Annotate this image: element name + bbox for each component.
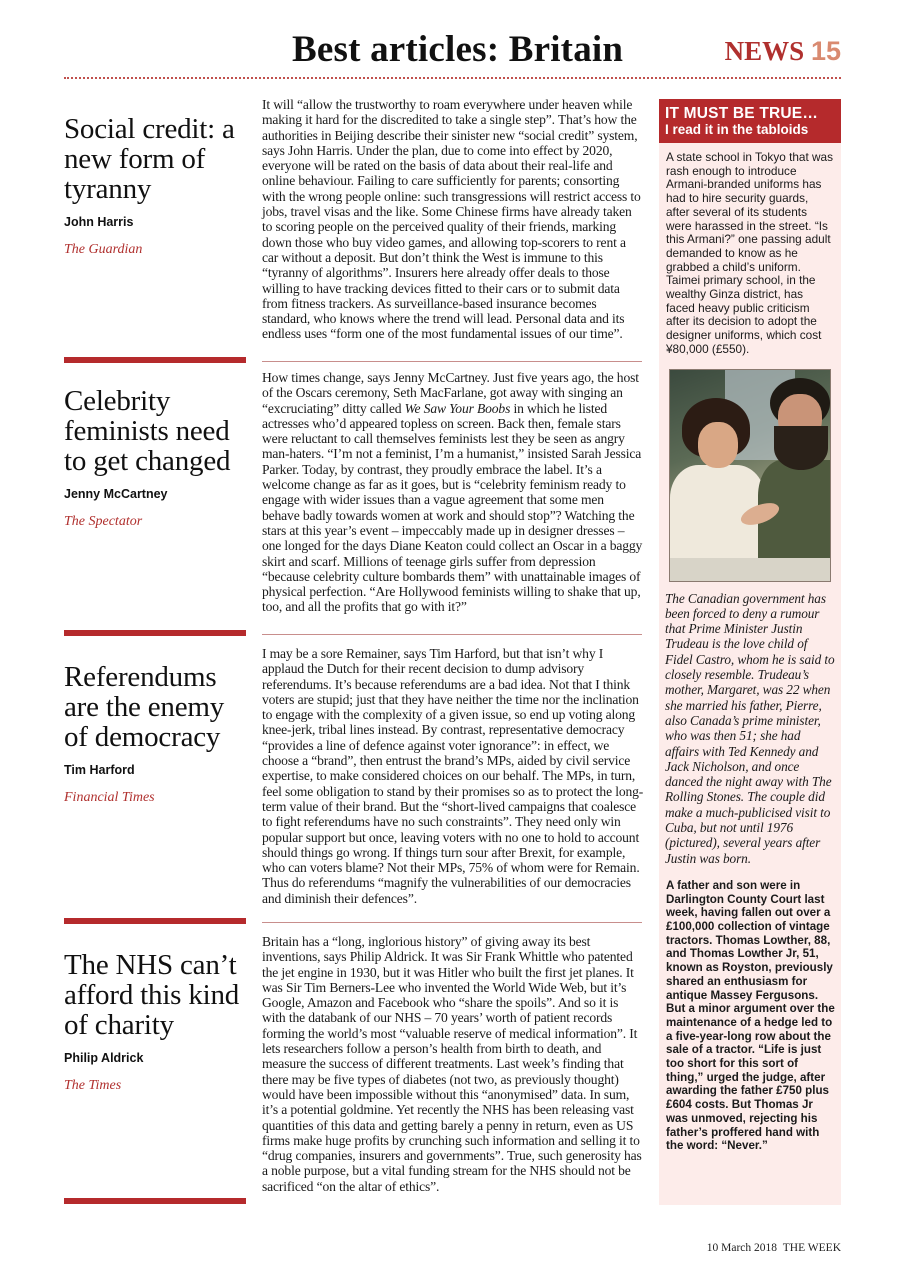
article-divider-rule bbox=[262, 634, 642, 635]
article-nhs bbox=[64, 934, 644, 1209]
sidebar-story-armani: A state school in Tokyo that was rash enough to introduce Armani-branded uniforms has had to hire security guards, after several of its students were harassed in the street. “Is this Armani?” one passing adult demanded to know as he grabbed a child’s uniform. Taimei primary school, in the wealthy Ginza district, has faced heavy public criticism after its decision to adopt the designer uniforms, which cost ¥80,000 (£550). bbox=[666, 150, 833, 356]
sidebar-story-trudeau: The Canadian government has been forced to deny a rumour that Prime Minister Justin Trudeau is the love child of Fidel Castro, whom he is said to closely resemble. Trudeau’s mother, Margaret, was 22 when she married his father, Pierre, also Canada’s prime minister, who was then 51; she had affairs with Ted Kennedy and Jack Nicholson, and once danced the night away with The Rolling Stones. The couple did make a much-publicised visit to Cuba, but not until 1976 (pictured), several years after Justin was born. bbox=[665, 590, 835, 866]
article-headline: Social credit: a new form of tyranny bbox=[64, 113, 235, 205]
sidebar-photo bbox=[669, 369, 831, 582]
sidebar-story-tractors: A father and son were in Darlington County Court last week, having fallen out over a £100,000 collection of vintage tractors. Thomas Lowther, 88, and Thomas Lowther Jr, 51, known as Royston, previously shared an enthusiasm for antique Massey Fergusons. But a minor argument over the maintenance of a hedge led to a five-year-long row about the sale of a tractor. “Life is just too short for this sort of thing,” urged the judge, after awarding the father £750 plus £604 costs. But Thomas Jr was unmoved, rejecting his father’s proffered hand with the word: “Never.” bbox=[666, 878, 835, 1153]
sidebar-subtitle: I read it in the tabloids bbox=[665, 122, 809, 137]
section-tag bbox=[725, 34, 841, 68]
article-divider-bar bbox=[64, 918, 246, 924]
page-title: Best articles: Britain bbox=[292, 29, 624, 70]
page-number: 15 bbox=[810, 36, 841, 66]
section-label: NEWS bbox=[724, 36, 805, 66]
article-source: Financial Times bbox=[64, 790, 155, 805]
article-celebrity-feminists bbox=[64, 370, 644, 640]
page-footer bbox=[707, 1241, 841, 1255]
article-divider-bar bbox=[64, 630, 246, 636]
article-body: It will “allow the trustworthy to roam everywhere under heaven while making it hard for the discredited to take a single step”. That’s how the authorities in Beijing describe their sinister new “social credit” system, says John Harris. Under the plan, due to come into effect by 2020, everyone will be rated on the basis of data about their real-life and online behaviour. Failing to care sufficiently for parents; consorting with the wrong people online: such transgressions will restrict access to jobs, travel visas and the like. Some Chinese firms have already taken to scoring people on the perceived quality of their friends, marking down those who buy video games, and allowing top-scorers to rent a car without a deposit. But don’t think the West is immune to this “tyranny of algorithms”. Insurers here already offer deals to those willing to have tracking devices fitted to their cars or to submit data from fitness trackers. As surveillance-based insurance becomes standard, who knows where the trend will lead. Personal data and its endless uses “form one of the most fundamental issues of our time”. bbox=[262, 97, 641, 342]
article-meta bbox=[64, 386, 246, 531]
article-author: John Harris bbox=[64, 215, 134, 229]
article-divider-rule bbox=[262, 922, 642, 923]
article-author: Philip Aldrick bbox=[64, 1051, 144, 1065]
article-meta bbox=[64, 662, 246, 807]
article-source: The Spectator bbox=[64, 514, 143, 529]
footer-publication: THE WEEK bbox=[782, 1242, 841, 1254]
article-divider-bar bbox=[64, 357, 246, 363]
article-author: Jenny McCartney bbox=[64, 487, 168, 501]
article-meta bbox=[64, 950, 246, 1095]
song-title: We Saw Your Boobs bbox=[404, 400, 511, 416]
article-source: The Guardian bbox=[64, 242, 143, 257]
body-text: How times change, says Jenny McCartney. Just five years ago, the host of the Oscars ceremony, Seth MacFarlane, got away with singing an “excruciating” ditty called bbox=[262, 370, 639, 416]
sidebar-it-must-be-true bbox=[659, 99, 841, 1205]
article-body: I may be a sore Remainer, says Tim Harford, but that isn’t why I applaud the Dutch for their recent decision to dump advisory referendums. It’s because referendums are a bad idea. Not that I think voters are stupid; just that they have neither the time nor the inclination to engage with the complexity of a given issue, so end up voting along knee-jerk, tribal lines instead. By contrast, representative democracy “provides a line of defence against voter ignorance”: in effect, we choose a “brand”, then entrust the brand’s MPs, aided by civil service expertise, to make considered choices on our behalf. The MPs, in turn, feel some obligation to stand by their promises so as to protect the long-term value of their brand. But the “short-lived campaigns that coalesce to fight referendums have no such constraints”. They need only win popular support but once, leaving voters with no one to hold to account should things go wrong. If things turn sour after Brexit, for example, who can voters blame? Not their MPs, 75% of whom were for Remain. Thus do referendums “magnify the vulnerabilities of our democracies and diminish their defences”. bbox=[262, 646, 644, 906]
footer-date: 10 March 2018 bbox=[706, 1242, 778, 1254]
sidebar-title: IT MUST BE TRUE… bbox=[665, 105, 819, 122]
article-headline: Referendums are the enemy of democracy bbox=[64, 661, 225, 753]
article-referendums bbox=[64, 646, 644, 926]
article-divider-rule bbox=[262, 361, 642, 362]
article-author: Tim Harford bbox=[64, 763, 135, 777]
article-body: Britain has a “long, inglorious history” of giving away its best inventions, says Philip Aldrick. It was Sir Frank Whittle who patented the jet engine in 1930, but it was Hitler who built the first jet planes. It was Sir Tim Berners-Lee who invented the World Wide Web, but it’s Google, Amazon and Facebook who “share the spoils”. And so it is with the databank of our NHS – 70 years’ worth of patient records forming the world’s most “valuable reserve of medical information”. It lets researchers follow a person’s health from birth to death, and measure the success of different treatments. Last week’s finding that there may be five types of diabetes (not two, as previously thought) would have been impossible without this “anonymised” data. In sum, it’s a potential goldmine. Yet recently the NHS has been releasing vast quantities of this data and getting barely a penny in return, even as US firms make huge profits by crunching such information and selling it to “drug companies, insurers and governments”. True, such generosity has a noble purpose, but a vital funding stream for the NHS should not be sacrificed “on the altar of ethics”. bbox=[262, 934, 642, 1194]
article-source: The Times bbox=[64, 1078, 122, 1093]
article-divider-bar bbox=[64, 1198, 246, 1204]
article-body bbox=[262, 370, 644, 615]
body-text: in which he listed actresses who’d appeared topless on screen. Back then, female stars were reluctant to call themselves feminists lest they be seen as angry man-haters. “I’m not a feminist, I’m a humanist,” insisted Sarah Jessica Parker. Today, by contrast, they proudly embrace the label. It’s a welcome change as far as it goes, but is “celebrity feminism ready to engage with wider issues than a vague agreement that some men behave badly towards women at work and should stop”? Watching the stars at this year’s event – impeccably made up in designer dresses – one longed for the days Diane Keaton could collect an Oscar in a baggy skirt and scarf. Millions of teenage girls suffer from depression “because celebrity culture bombards them” with unattainable images of physical perfection. “Are Hollywood feminists willing to shake that up, too, and all the profits that go with it?” bbox=[262, 400, 643, 615]
sidebar-header bbox=[659, 99, 841, 143]
article-meta bbox=[64, 114, 246, 259]
article-headline: Celebrity feminists need to get changed bbox=[64, 385, 231, 477]
article-headline: The NHS can’t afford this kind of charity bbox=[64, 949, 240, 1041]
article-social-credit bbox=[64, 97, 644, 367]
header-dotted-rule bbox=[64, 77, 841, 79]
